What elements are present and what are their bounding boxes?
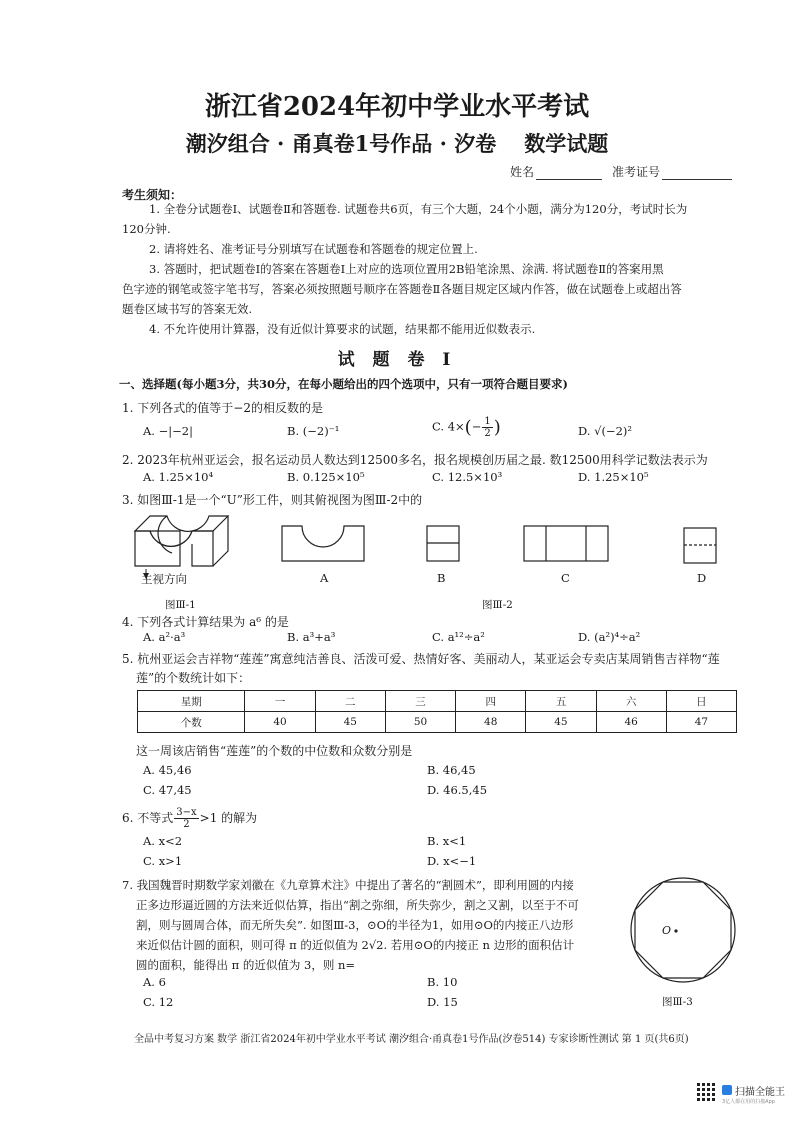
q6-option-b[interactable]: B. x<1 [427,834,467,848]
option-d-figure [684,528,716,563]
q6-prefix: 6. 不等式 [122,811,174,825]
q5-stem-line2: 莲”的个数统计如下： [136,671,251,685]
q7-line5: 圆的面积，能得出 π 的近似值为 3，则 n= [136,958,356,972]
note-4: 4. 不允许使用计算器，没有近似计算要求的试题，结果都不能用近似数表示. [149,322,536,336]
note-3c: 题卷区域书写的答案无效. [122,302,253,316]
option-b-figure [427,526,459,561]
q1-option-d[interactable]: D. √(−2)² [578,424,632,438]
center-label: O [662,924,672,937]
q4-option-b[interactable]: B. a³+a³ [287,630,336,644]
q3-option-d[interactable]: D [697,571,707,585]
q7-line4: 来近似估计圆的面积，则可得 π 的近似值为 2√2. 若用⊙O的内接正 n 边形的面积估计 [136,938,575,952]
part-1-heading: 一、选择题(每小题3分，共30分，在每小题给出的四个选项中，只有一项符合题目要求) [119,377,568,391]
option-c-figure [524,526,608,561]
q4-option-d[interactable]: D. (a²)⁴÷a² [578,630,641,644]
scanner-brand-tagline: 3亿人都在用的扫描App [722,1099,775,1105]
q1-option-a[interactable]: A. −|−2| [143,424,193,438]
table-header-cell: 三 [385,691,455,712]
q1-option-b[interactable]: B. (−2)⁻¹ [287,424,340,438]
q7-option-a[interactable]: A. 6 [143,975,166,989]
q2-option-b[interactable]: B. 0.125×10⁵ [287,470,365,484]
q5-question: 这一周该店销售“莲莲”的个数的中位数和众数分别是 [136,744,413,758]
q5-option-c[interactable]: C. 47,45 [143,783,192,797]
q1-c-fraction: $\frac{1}{2}$ [484,416,491,439]
table-header-cell: 星期 [138,691,245,712]
table-cell: 40 [245,712,315,733]
table-header-cell: 日 [666,691,736,712]
q2-stem: 2. 2023年杭州亚运会，报名运动员人数达到12500多名，报名规模创历届之最. 数12500用科学记数法表示为 [122,453,708,467]
scanner-brand-name: 扫描全能王 [735,1087,785,1098]
page-title: 浙江省2024年初中学业水平考试 [204,92,590,122]
figure-3-3-caption: 图Ⅲ-3 [662,996,693,1008]
table-row [138,712,737,733]
q4-option-a[interactable]: A. a²·a³ [143,630,186,644]
q6-suffix: >1 的解为 [199,811,258,825]
q3-figures [130,506,750,614]
view-direction-label: 主视方向 [141,572,187,586]
q3-option-c[interactable]: C [561,571,570,585]
page-footer: 全品中考复习方案 数学 浙江省2024年初中学业水平考试 潮汐组合·甬真卷1号作品(汐卷514) 专家诊断性测试 第 1 页(共6页) [134,1034,689,1045]
exam-id-field[interactable] [612,163,732,180]
table-cell: 50 [385,712,455,733]
table-cell: 46 [596,712,666,733]
notes-title: 考生须知： [122,188,183,202]
table-header-cell: 六 [596,691,666,712]
q4-option-c[interactable]: C. a¹²÷a² [432,630,485,644]
q3-option-b[interactable]: B [437,571,446,585]
subtitle-series: 潮汐组合 · 甬真卷1号作品 · 汐卷 [185,131,497,156]
table-header-cell: 二 [315,691,385,712]
exam-id-label: 准考证号 [612,165,661,179]
sales-table [137,690,737,733]
option-a-figure [282,526,364,561]
table-cell: 47 [666,712,736,733]
table-header-cell: 四 [456,691,526,712]
note-3a: 3. 答题时，把试题卷Ⅰ的答案在答题卷Ⅰ上对应的选项位置用2B铅笔涂黑、涂满. 将试题卷Ⅱ的答案用黑 [149,262,664,276]
figure-3-2-caption: 图Ⅲ-2 [482,599,513,611]
note-3b: 色字迹的钢笔或签字笔书写，答案必须按照题号顺序在答题卷Ⅱ各题目规定区域内作答，做在试题卷上或超出答 [122,282,682,296]
q1-c-prefix: C. 4× [432,419,465,434]
q5-option-b[interactable]: B. 46,45 [427,763,476,777]
table-row [138,691,737,712]
q1-stem: 1. 下列各式的值等于−2的相反数的是 [122,401,323,415]
q3-option-a[interactable]: A [320,571,329,585]
q7-line2: 正多边形逼近圆的方法来近似估算，指出“割之弥细，所失弥少，割之又割，以至于不可 [136,898,579,912]
name-field[interactable] [510,163,602,180]
section-title: 试 题 卷 Ⅰ [337,350,457,370]
subtitle-subject: 数学试题 [524,131,609,156]
name-label: 姓名 [510,165,535,179]
q2-option-d[interactable]: D. 1.25×10⁵ [578,470,649,484]
q4-stem: 4. 下列各式计算结果为 a⁶ 的是 [122,615,289,629]
page-subtitle [0,128,794,158]
q1-option-c[interactable]: C. 4×(− $\frac{1}{2}$ ) [432,416,501,439]
note-1a: 1. 全卷分试题卷Ⅰ、试题卷Ⅱ和答题卷. 试题卷共6页，有三个大题，24个小题，满分为120分，考试时长为 [149,202,688,216]
q6-fraction: $\frac{3-x}{2}$ [176,807,197,830]
q6-option-a[interactable]: A. x<2 [143,834,183,848]
octagon-circle-figure [626,868,740,992]
table-cell: 48 [456,712,526,733]
qr-code-overlay [697,1082,716,1101]
note-2: 2. 请将姓名、准考证号分别填写在试题卷和答题卷的规定位置上. [149,242,478,256]
q6-stem [122,807,257,830]
table-header-cell: 一 [245,691,315,712]
q2-option-a[interactable]: A. 1.25×10⁴ [143,470,214,484]
table-cell: 个数 [138,712,245,733]
q7-line1: 7. 我国魏晋时期数学家刘徽在《九章算术注》中提出了著名的“割圆术”，即利用圆的内接 [122,878,574,892]
q7-option-b[interactable]: B. 10 [427,975,458,989]
q5-option-a[interactable]: A. 45,46 [143,763,192,777]
q5-stem-line1: 5. 杭州亚运会吉祥物“莲莲”寓意纯洁善良、活泼可爱、热情好客、美丽动人，某亚运会专卖店某周销售吉祥物“莲 [122,652,720,666]
q3-stem: 3. 如图Ⅲ-1是一个“U”形工件，则其俯视图为图Ⅲ-2中的 [122,493,423,507]
table-cell: 45 [526,712,596,733]
figure-3-1-caption: 图Ⅲ-1 [165,599,196,611]
note-1b: 120分钟. [122,222,171,236]
table-header-cell: 五 [526,691,596,712]
q7-line3: 割，则与圆周合体，而无所失矣”. 如图Ⅲ-3，⊙O的半径为1，如用⊙O的内接正八边形 [136,918,574,932]
q7-option-d[interactable]: D. 15 [427,995,458,1009]
table-cell: 45 [315,712,385,733]
q6-option-d[interactable]: D. x<−1 [427,854,477,868]
q5-option-d[interactable]: D. 46.5,45 [427,783,488,797]
u-shape-3d-figure [135,516,228,566]
q7-option-c[interactable]: C. 12 [143,995,174,1009]
q6-option-c[interactable]: C. x>1 [143,854,183,868]
scanner-logo-icon [722,1085,732,1095]
q2-option-c[interactable]: C. 12.5×10³ [432,470,503,484]
